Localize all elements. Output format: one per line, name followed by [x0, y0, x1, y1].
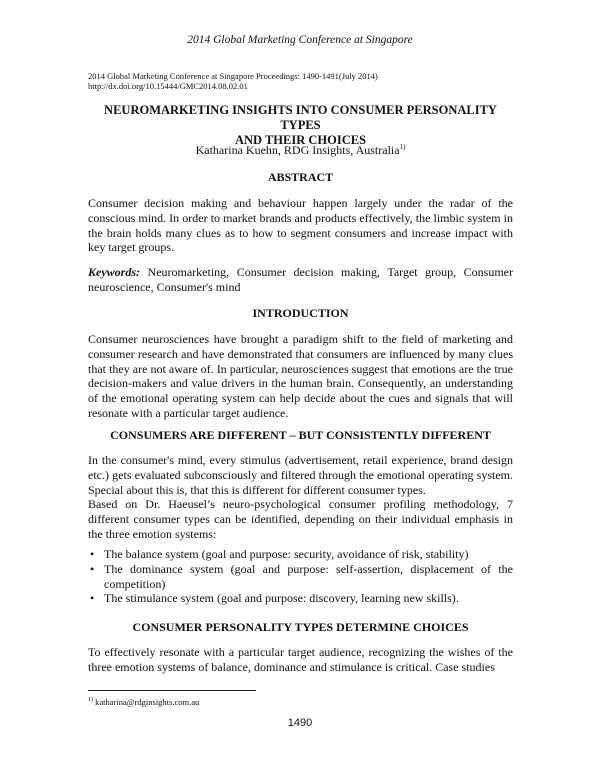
doi-line: http://dx.doi.org/10.15444/GMC2014.08.02.01: [88, 81, 248, 91]
consumers-different-body: [88, 453, 513, 542]
bullet-icon: •: [90, 591, 95, 606]
footnote-marker: 1): [88, 697, 93, 704]
list-item: • The balance system (goal and purpose: security, avoidance of risk, stability): [90, 547, 469, 561]
author-footnote-marker: 1): [399, 143, 406, 151]
list-item: • The stimulance system (goal and purpose: discovery, learning new skills).: [90, 591, 459, 606]
personality-types-text: To effectively resonate with a particular target audience, recognizing the wishes of the three emotion systems of balance, dominance and stimulance is critical. Case studies: [88, 645, 513, 674]
author-line: [88, 143, 513, 158]
keywords-label: Keywords:: [88, 265, 140, 279]
page-number: 1490: [287, 717, 313, 729]
title-line-2: AND THEIR CHOICES: [234, 133, 367, 147]
emotion-systems-list: [88, 547, 513, 606]
keywords: [88, 265, 513, 295]
consumers-different-heading: CONSUMERS ARE DIFFERENT – BUT CONSISTENTLY DIFFERENT: [110, 428, 491, 442]
running-header: 2014 Global Marketing Conference at Singapore: [187, 34, 413, 46]
author-text: Katharina Kuehn, RDG Insights, Australia: [195, 143, 400, 157]
keywords-text: Neuromarketing, Consumer decision making, Target group, Consumer neuroscience, Consumer's mind: [88, 265, 513, 294]
title-line-1: NEUROMARKETING INSIGHTS INTO CONSUMER PERSONALITY TYPES: [104, 103, 497, 132]
paper-title: [88, 103, 513, 148]
consumers-different-para-2: Based on Dr. Haeusel’s neuro-psychological consumer profiling methodology, 7 different consumer types can be identified, depending on their individual emphasis in the three emotion systems:: [88, 497, 513, 541]
personality-types-heading: CONSUMER PERSONALITY TYPES DETERMINE CHOICES: [132, 620, 469, 634]
proceedings-line: 2014 Global Marketing Conference at Singapore Proceedings: 1490-1491(July 2014): [88, 71, 378, 81]
abstract-text: Consumer decision making and behaviour happen largely under the radar of the conscious mind. In order to market brands and products effectively, the limbic system in the brain holds many clues as to how to segment consumers and increase impact with key target groups.: [88, 196, 513, 255]
consumers-different-para-1: In the consumer's mind, every stimulus (advertisement, retail experience, brand design etc.) gets evaluated subconsciously and filtered through the emotional operating system. Special about this is, that this is different for different consumer types.: [88, 453, 513, 497]
footnote-divider: [88, 690, 256, 691]
footnote: [88, 697, 199, 707]
introduction-heading: INTRODUCTION: [252, 306, 349, 320]
footnote-email: katharina@rdginsights.com.au: [93, 697, 200, 707]
list-item: • The dominance system (goal and purpose: self-assertion, displacement of the competition): [90, 561, 513, 591]
abstract-heading: ABSTRACT: [267, 170, 334, 184]
bullet-icon: •: [90, 561, 95, 576]
introduction-text: Consumer neurosciences have brought a paradigm shift to the field of marketing and consumer research and have demonstrated that consumers are influenced by many clues that they are not aware of. In particular, neurosciences suggest that emotions are the true decision-makers and value drivers in the human brain. Consequently, an understanding of the emotional operating system can help decide about the cues and signals that will resonate with a particular target audience.: [88, 332, 513, 420]
proceedings-citation: [88, 71, 378, 91]
bullet-icon: •: [90, 547, 95, 561]
